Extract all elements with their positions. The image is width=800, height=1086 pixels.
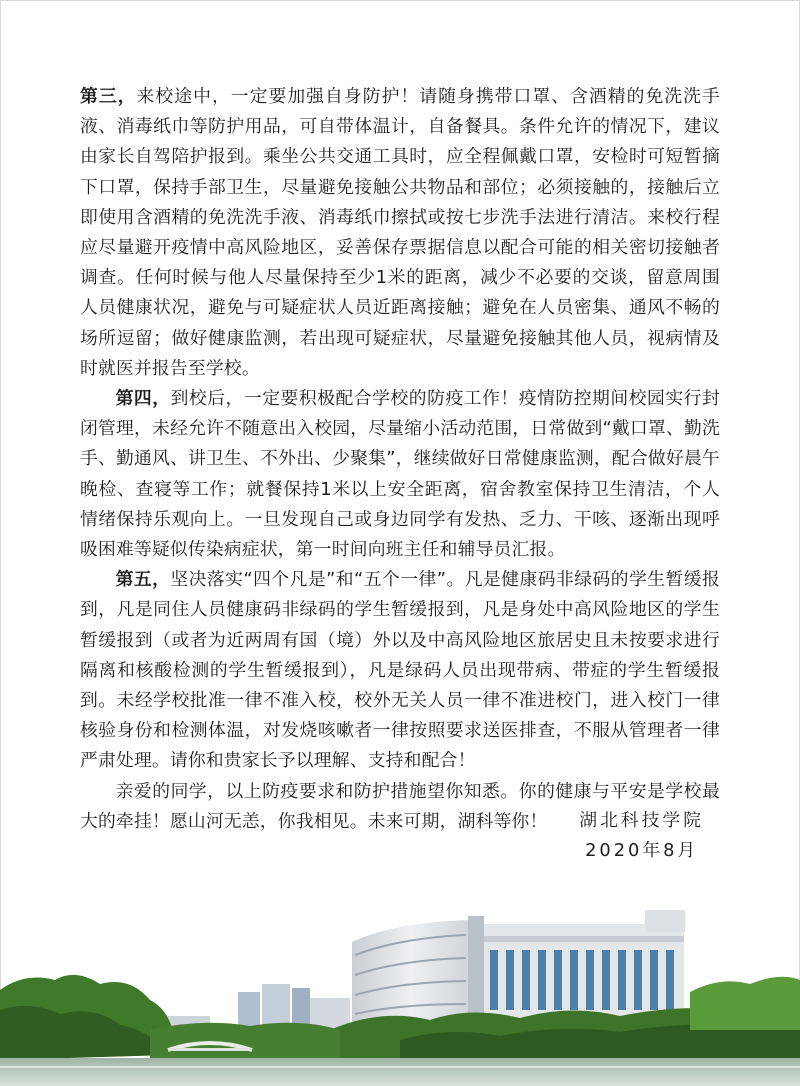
- paragraph-lead: 第三，: [80, 86, 137, 107]
- paragraph-lead: 第五，: [115, 569, 171, 591]
- paragraph-text: 来校途中，一定要加强自身防护！请随身携带口罩、含酒精的免洗洗手液、消毒纸巾等防护用品，可自带体温计，自备餐具。条件允许的情况下，建议由家长自驾陪护报到。乘坐公共交通工具时，应全程佩戴口罩，安检时可短暂摘下口罩，保持手部卫生，尽量避免接触公共物品和部位；必须接触的，接触后立即使用含酒精的免洗洗手液、消毒纸巾擦拭或按七步洗手法进行清洁。来校行程应尽量避开疫情中高风险地区，妥善保存票据信息以配合可能的相关密切接触者调查。任何时候与他人尽量保持至少1米的距离，减少不必要的交谈，留意周围人员健康状况，避免与可疑症状人员近距离接触；避免在人员密集、通风不畅的场所逗留；做好健康监测，若出现可疑症状，尽量避免接触其他人员，视病情及时就医并报告至学校。: [80, 86, 720, 379]
- paragraph-third: [80, 82, 720, 384]
- paragraph-text: 亲爱的同学，以上防疫要求和防护措施望你知悉。你的健康与平安是学校最大的牵挂！愿山河无恙，你我相见。未来可期，湖科等你！: [80, 780, 720, 832]
- paragraph-fifth: [80, 565, 720, 776]
- campus-building-illustration: [0, 880, 800, 1086]
- lake-water: [0, 1058, 800, 1086]
- paragraph-lead: 第四，: [115, 388, 171, 410]
- signature-org: 湖北科技学院: [579, 810, 704, 831]
- signature-date: 2020年8月: [585, 840, 699, 861]
- letter-body: [80, 82, 720, 837]
- paragraph-fourth: [80, 384, 720, 565]
- paragraph-text: 坚决落实“四个凡是”和“五个一律”。凡是健康码非绿码的学生暂缓报到，凡是同住人员健康码非绿码的学生暂缓报到，凡是身处中高风险地区的学生暂缓报到（或者为近两周有国（境）外以及中高风险地区旅居史且未按要求进行隔离和核酸检测的学生暂缓报到），凡是绿码人员出现带病、带症的学生暂缓报到。未经学校批准一律不准入校，校外无关人员一律不准进校门，进入校门一律核验身份和检测体温，对发烧咳嗽者一律按照要求送医排查，不服从管理者一律严肃处理。请你和贵家长予以理解、支持和配合！: [80, 569, 721, 772]
- paragraph-text: 到校后，一定要积极配合学校的防疫工作！疫情防控期间校园实行封闭管理，未经允许不随意出入校园，尽量缩小活动范围，日常做到“戴口罩、勤洗手、勤通风、讲卫生、不外出、少聚集”，继续做好日常健康监测，配合做好晨午晚检、查寝等工作；就餐保持1米以上安全距离，宿舍教室保持卫生清洁，个人情绪保持乐观向上。一旦发现自己或身边同学有发热、乏力、干咳、逐渐出现呼吸困难等疑似传染病症状，第一时间向班主任和辅导员汇报。: [80, 388, 720, 561]
- signature-block: [579, 806, 704, 866]
